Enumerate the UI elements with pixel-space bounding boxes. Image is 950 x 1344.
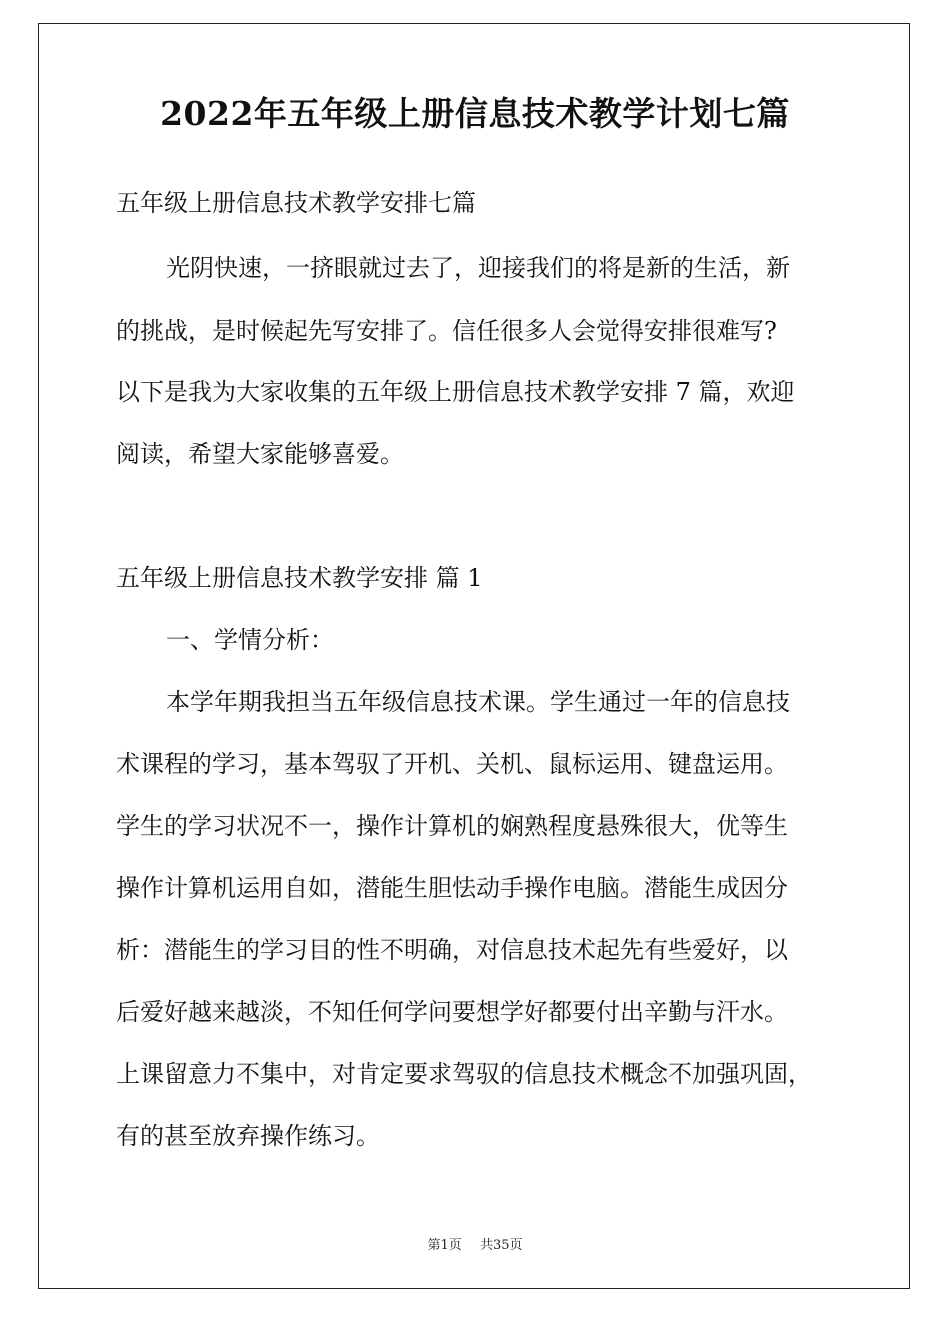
paragraph-line: 本学年期我担当五年级信息技术课。学生通过一年的信息技 (166, 688, 790, 716)
paragraph-line: 以下是我为大家收集的五年级上册信息技术教学安排 7 篇，欢迎 (116, 378, 795, 406)
paragraph-line: 阅读，希望大家能够喜爱。 (116, 440, 404, 468)
paragraph-line: 操作计算机运用自如，潜能生胆怯动手操作电脑。潜能生成因分 (116, 874, 788, 902)
paragraph-line: 上课留意力不集中，对肯定要求驾驭的信息技术概念不加强巩固， (116, 1060, 812, 1088)
subsection-heading: 一、学情分析： (166, 626, 334, 654)
paragraph-line: 析：潜能生的学习目的性不明确，对信息技术起先有些爱好，以 (116, 936, 788, 964)
paragraph-line: 学生的学习状况不一，操作计算机的娴熟程度悬殊很大，优等生 (116, 812, 788, 840)
paragraph-line: 有的甚至放弃操作练习。 (116, 1122, 380, 1150)
paragraph-line: 后爱好越来越淡，不知任何学问要想学好都要付出辛勤与汗水。 (116, 998, 788, 1026)
document-title: 2022年五年级上册信息技术教学计划七篇 (160, 94, 790, 133)
paragraph-line: 光阴快速，一挤眼就过去了，迎接我们的将是新的生活，新 (166, 254, 790, 282)
paragraph-line: 的挑战，是时候起先写安排了。信任很多人会觉得安排很难写? (116, 317, 777, 345)
page-total: 共35页 (479, 1238, 523, 1253)
subtitle-line: 五年级上册信息技术教学安排七篇 (116, 189, 476, 217)
paragraph-line: 术课程的学习，基本驾驭了开机、关机、鼠标运用、键盘运用。 (116, 750, 788, 778)
page-footer (0, 1234, 950, 1253)
section-heading: 五年级上册信息技术教学安排 篇 1 (116, 564, 483, 592)
page-number: 第1页 (427, 1238, 462, 1253)
